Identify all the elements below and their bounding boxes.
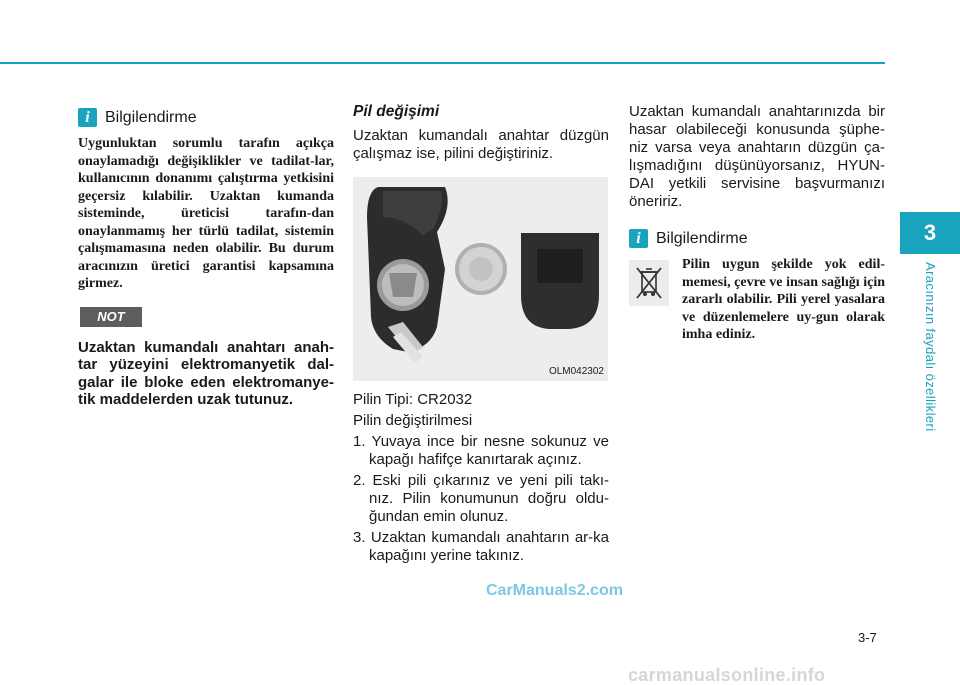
column-3 [629, 103, 885, 344]
column-1 [78, 108, 334, 409]
info-icon: i [629, 229, 648, 248]
note-text: Uzaktan kumandalı anahtarı anah-tar yüzeyini elektromanyetik dal-galar ile bloke eden elektromanye-tik maddelerden uzak tutunuz. [78, 338, 334, 408]
battery-type: Pilin Tipi: CR2032 [353, 391, 473, 408]
key-battery-illustration [353, 177, 608, 381]
footer-watermark[interactable]: carmanualsonline.info [628, 665, 826, 685]
info-icon: i [78, 108, 97, 127]
figure-code: OLM042302 [548, 366, 604, 377]
info-title: Bilgilendirme [105, 108, 197, 126]
column-2 [353, 103, 609, 568]
step-item: 2. Eski pili çıkarınız ve yeni pili takı-nız. Pilin konumunun doğru oldu-ğundan emin olunuz. [353, 472, 609, 525]
steps-list [353, 433, 609, 565]
step-item: 3. Uzaktan kumandalı anahtarın ar-ka kapağını yerine takınız. [353, 529, 609, 564]
disposal-text: Pilin uygun şekilde yok edil-memesi, çevre ve insan sağlığı için zararlı olabilir. Pili yerel yasalara ve düzenlemelere uy-gun olarak imha ediniz. [682, 257, 885, 342]
info-header [78, 108, 334, 127]
chapter-tab [900, 212, 960, 254]
chapter-number: 3 [923, 220, 937, 245]
top-rule [0, 62, 885, 64]
section-title: Pil değişimi [353, 103, 440, 120]
info-title: Bilgilendirme [656, 229, 748, 247]
chapter-title: Aracınızın faydalı özellikleri [923, 262, 938, 432]
damage-notice: Uzaktan kumandalı anahtarınızda bir hasar olabileceği konusunda şüphe-niz varsa veya anahtarın düzgün ça-lışmadığını düşünüyorsanız, HYUN-DAI yetkili servisine başvurmanızı öneririz. [629, 103, 885, 210]
page-number: 3-7 [858, 630, 877, 645]
step-item: 1. Yuvaya ince bir nesne sokunuz ve kapağı hafifçe kanırtarak açınız. [353, 433, 609, 468]
crossed-out-bin-icon [629, 260, 669, 306]
key-battery-figure [353, 177, 608, 381]
info-header-2 [629, 229, 885, 248]
info-text: Uygunluktan sorumlu tarafın açıkça onaylamadığı değişiklikler ve tadilat-lar, kullanıcının donanımı çalıştırma yetkisini geçersiz kılabilir. Uzaktan kumanda sisteminde, üreticisi tarafın-dan onaylanmamış her türlü tadilat, sistemin çalışmamasına neden olabilir. Bu durum aracınızın üretici garantisi kapsamına girmez. [78, 136, 334, 291]
replace-title: Pilin değiştirilmesi [353, 412, 473, 429]
disposal-info [629, 256, 885, 344]
note-badge: NOT [80, 307, 142, 327]
section-intro: Uzaktan kumandalı anahtar düzgün çalışmaz ise, pilini değiştiriniz. [353, 127, 609, 162]
watermark[interactable]: CarManuals2.com [486, 582, 623, 599]
